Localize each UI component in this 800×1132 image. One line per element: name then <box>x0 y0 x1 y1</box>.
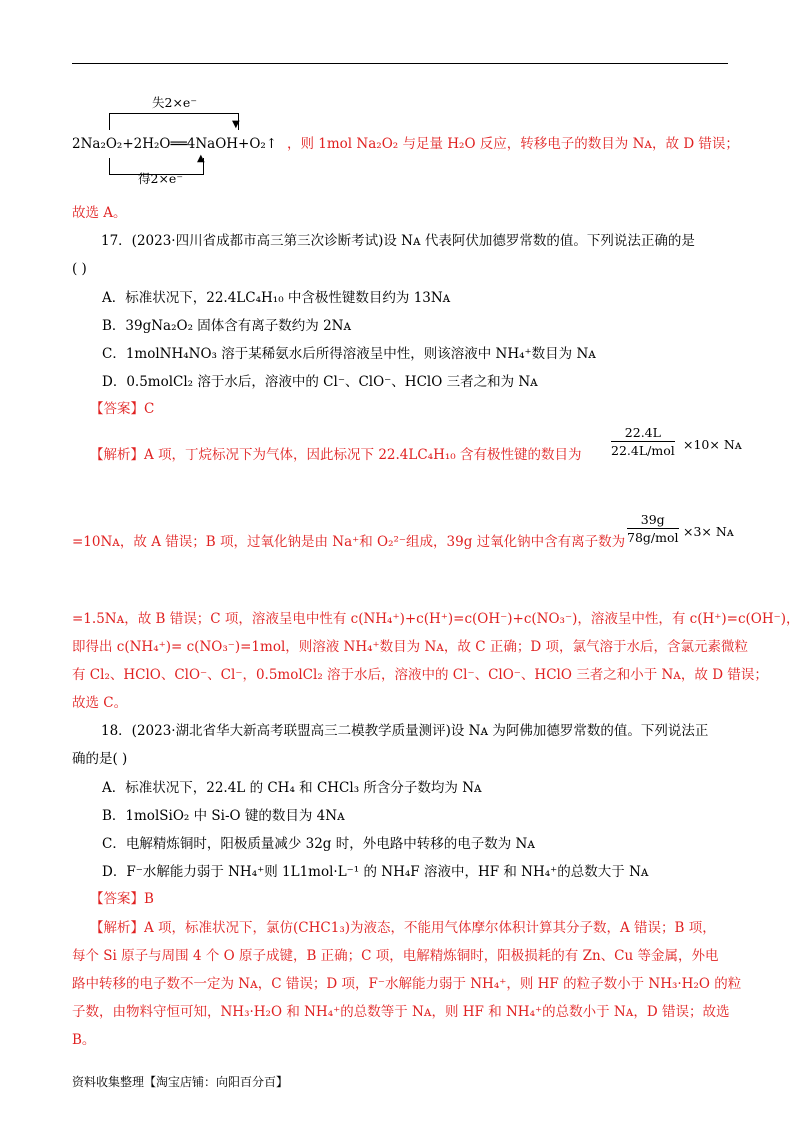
q18-analysis-line5: B。 <box>72 1032 96 1048</box>
q17-option-c: C．1molNH₄NO₃ 溶于某稀氨水后所得溶液呈中性，则该溶液中 NH₄⁺数目为 Nᴀ <box>102 346 596 362</box>
fraction1-numerator: 22.4L <box>611 425 675 442</box>
diagram-conclusion: ，则 1mol Na₂O₂ 与足量 H₂O 反应，转移电子的数目为 Nᴀ，故 D 错误； <box>287 136 739 152</box>
q17-analysis-line4: 即得出 c(NH₄⁺)= c(NO₃⁻)=1mol，则溶液 NH₄⁺数目为 Nᴀ，故 C 正确；D 项，氯气溶于水后，含氯元素微粒 <box>72 639 748 655</box>
q17-analysis-line6: 故选 C。 <box>72 695 128 711</box>
gain-electron-label: 得2×e⁻ <box>138 171 183 186</box>
fraction2-numerator: 39g <box>627 512 679 529</box>
prev-choice: 故选 A。 <box>72 205 127 221</box>
q18-analysis-line3: 路中转移的电子数不一定为 Nᴀ，C 错误；D 项，F⁻水解能力弱于 NH₄⁺，则 HF 的粒子数小于 NH₃·H₂O 的粒 <box>72 976 742 992</box>
q17-analysis-line1: 【解析】A 项，丁烷标况下为气体，因此标况下 22.4LC₄H₁₀ 含有极性键的数目为 <box>90 447 582 463</box>
q18-option-d: D．F⁻水解能力弱于 NH₄⁺则 1L1mol·L⁻¹ 的 NH₄F 溶液中，HF 和 NH₄⁺的总数大于 Nᴀ <box>102 864 649 880</box>
fraction2-multiplier: ×3× Nᴀ <box>683 524 734 539</box>
q18-stem-line1: 18．(2023·湖北省华大新高考联盟高三二模教学质量测评)设 Nᴀ 为阿佛加德罗常数的值。下列说法正 <box>101 723 709 739</box>
q18-answer: 【答案】B <box>90 891 154 907</box>
header-rule <box>72 63 728 64</box>
q18-analysis-line4: 子数，由物料守恒可知，NH₃·H₂O 和 NH₄⁺的总数等于 Nᴀ，则 HF 和 NH₄⁺的总数小于 Nᴀ，D 错误；故选 <box>72 1004 730 1020</box>
fraction-molar-mass <box>627 512 679 545</box>
q17-analysis-line2: =10Nᴀ，故 A 错误；B 项，过氧化钠是由 Na⁺和 O₂²⁻组成，39g 过氧化钠中含有离子数为 <box>72 534 626 550</box>
lose-electron-label: 失2×e⁻ <box>152 95 197 110</box>
lose-electron-bracket <box>109 113 239 130</box>
q17-stem-line2: ( ) <box>72 261 87 277</box>
arrow-up-icon: ▲ <box>197 153 205 164</box>
q18-analysis-line1: 【解析】A 项，标准状况下，氯仿(CHC1₃)为液态，不能用气体摩尔体积计算其分子数，A 错误；B 项， <box>90 920 716 936</box>
q18-stem-line2: 确的是( ) <box>72 751 128 767</box>
arrow-down-icon: ▼ <box>232 119 240 130</box>
q17-stem-line1: 17．(2023·四川省成都市高三第三次诊断考试)设 Nᴀ 代表阿伏加德罗常数的值。下列说法正确的是 <box>101 233 695 249</box>
fraction2-denominator: 78g/mol <box>627 530 679 545</box>
q17-analysis-line3: =1.5Nᴀ，故 B 错误；C 项，溶液呈电中性有 c(NH₄⁺)+c(H⁺)=c(OH⁻)+c(NO₃⁻)，溶液呈中性，有 c(H⁺)=c(OH⁻)， <box>72 611 800 627</box>
q18-analysis-line2: 每个 Si 原子与周围 4 个 O 原子成键，B 正确；C 项，电解精炼铜时，阳极损耗的有 Zn、Cu 等金属，外电 <box>72 948 719 964</box>
q17-option-a: A．标准状况下，22.4LC₄H₁₀ 中含极性键数目约为 13Nᴀ <box>102 290 451 306</box>
q17-analysis-line5: 有 Cl₂、HClO、ClO⁻、Cl⁻，0.5molCl₂ 溶于水后，溶液中的 Cl⁻、ClO⁻、HClO 三者之和小于 Nᴀ，故 D 错误； <box>72 667 768 683</box>
reaction-equation: 2Na₂O₂+2H₂O══4NaOH+O₂↑ <box>72 136 278 152</box>
q18-option-b: B．1molSiO₂ 中 Si-O 键的数目为 4Nᴀ <box>102 808 345 824</box>
fraction1-multiplier: ×10× Nᴀ <box>683 437 742 452</box>
fraction1-denominator: 22.4L/mol <box>611 443 675 458</box>
page-footer: 资料收集整理【淘宝店铺：向阳百分百】 <box>72 1075 289 1089</box>
q18-option-a: A．标准状况下，22.4L 的 CH₄ 和 CHCl₃ 所含分子数均为 Nᴀ <box>102 780 482 796</box>
fraction-molar-volume <box>611 425 675 458</box>
q17-option-b: B．39gNa₂O₂ 固体含有离子数约为 2Nᴀ <box>102 318 352 334</box>
q17-answer: 【答案】C <box>90 401 155 417</box>
q17-option-d: D．0.5molCl₂ 溶于水后，溶液中的 Cl⁻、ClO⁻、HClO 三者之和为 Nᴀ <box>102 374 538 390</box>
q18-option-c: C．电解精炼铜时，阳极质量减少 32g 时，外电路中转移的电子数为 Nᴀ <box>102 836 535 852</box>
